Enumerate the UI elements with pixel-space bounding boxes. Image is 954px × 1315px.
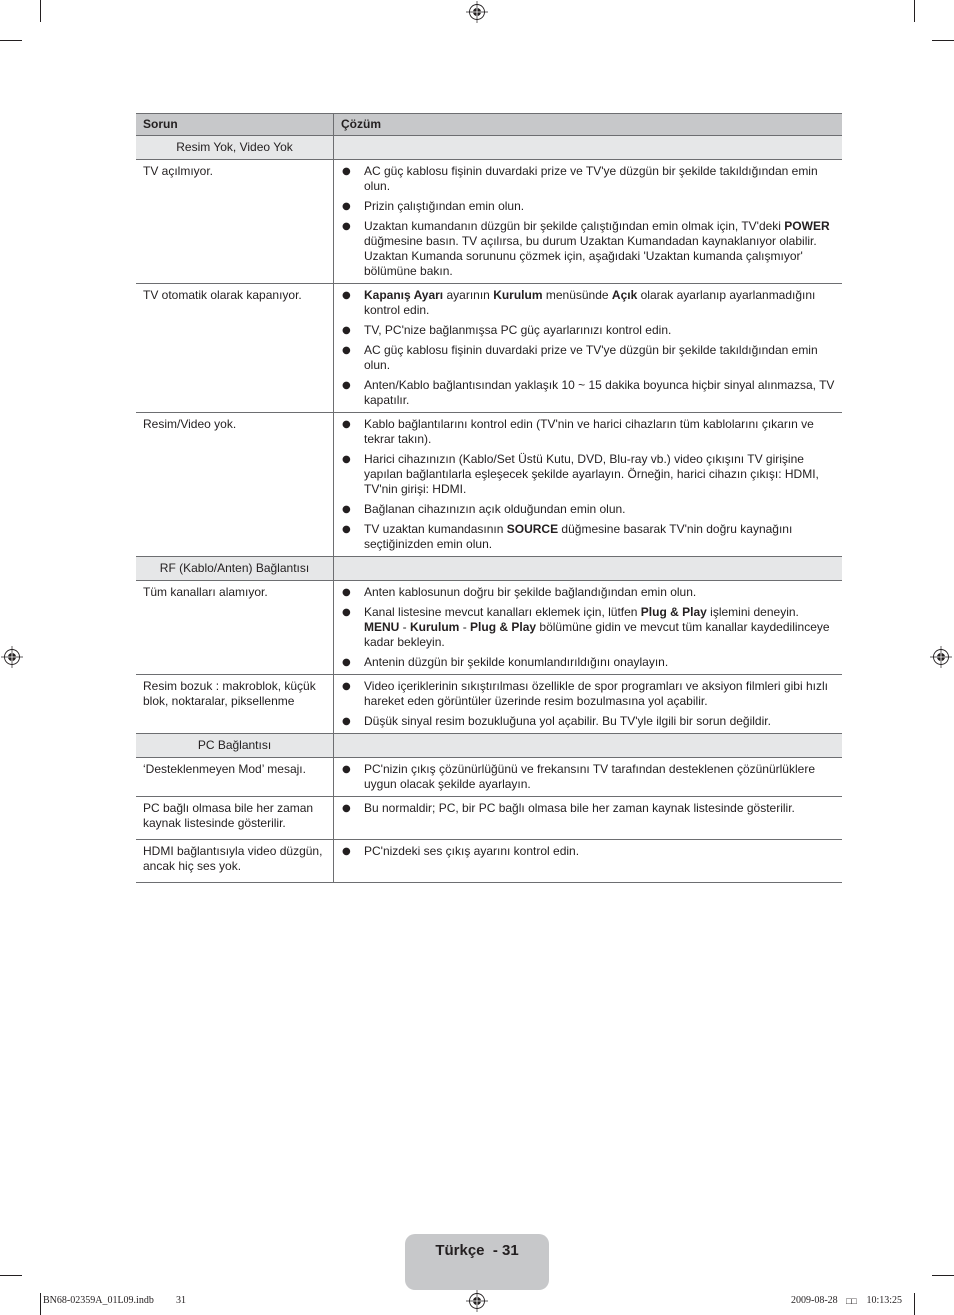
bold-term: Açık [611,288,638,302]
solution-list [334,164,835,279]
text-segment: düğmesine basarak TV'nin doğru kaynağını seçtiğinizden emin olun. [364,522,793,551]
bullet-icon: ● [342,716,351,727]
solution-list [334,585,835,670]
text-segment: işlemini deneyin. [706,605,799,619]
text-segment: AC güç kablosu fişinin duvardaki prize ve TV'ye düzgün bir şekilde takıldığından emin olun. [364,164,818,193]
solution-text [364,288,815,317]
solution-item [334,585,835,600]
bullet-icon: ● [342,166,351,177]
crop-mark [40,0,41,22]
problem-text: Resim bozuk : makroblok, küçük blok, noktaralar, piksellenme [143,679,316,708]
solution-item [334,288,835,318]
problem-cell [136,758,334,796]
solution-item [334,502,835,517]
section-title: PC Bağlantısı [136,734,334,757]
solution-text [364,452,819,496]
problem-text: ‘Desteklenmeyen Mod’ mesajı. [143,762,306,776]
solution-list [334,417,835,552]
solution-item [334,343,835,373]
slug-date: 2009-08-28 [791,1295,838,1306]
problem-text: Tüm kanalları alamıyor. [143,585,268,599]
registration-mark-icon [1,646,23,668]
section-row [136,734,842,758]
solution-text [364,605,830,649]
bullet-icon: ● [342,803,351,814]
section-empty-cell [334,136,842,159]
text-segment: AC güç kablosu fişinin duvardaki prize ve TV'ye düzgün bir şekilde takıldığından emin olun. [364,343,818,372]
problem-cell [136,581,334,674]
slug-page-number: 31 [176,1295,186,1306]
solution-item [334,801,835,816]
registration-mark-icon [930,646,952,668]
solution-list [334,801,835,816]
text-segment: Bağlanan cihazınızın açık olduğundan emin olun. [364,502,626,516]
solution-text [364,801,795,815]
table-row [136,284,842,413]
solution-text [364,378,834,407]
text-segment: Bu normaldir; PC, bir PC bağlı olmasa bile her zaman kaynak listesinde gösterilir. [364,801,795,815]
slug-time: 10:13:25 [866,1295,902,1306]
table-header-row [136,113,842,136]
solution-item [334,714,835,729]
slug-glyphs: □□ [846,1296,857,1306]
problem-cell [136,675,334,733]
bold-term: Plug & Play [470,620,537,634]
solution-cell [334,675,842,733]
text-segment: Düşük sinyal resim bozukluğuna yol açabilir. Bu TV'yle ilgili bir sorun değildir. [364,714,771,728]
solution-text [364,219,830,278]
solution-item [334,323,835,338]
solution-item [334,164,835,194]
crop-mark [932,40,954,41]
table-row [136,797,842,840]
bold-term: Kurulum [493,288,543,302]
problem-text: TV açılmıyor. [143,164,214,178]
crop-mark [914,1293,915,1315]
problem-text: Resim/Video yok. [143,417,237,431]
text-segment: olarak ayarlanıp ayarlanmadığını kontrol edin. [364,288,816,317]
section-title: RF (Kablo/Anten) Bağlantısı [136,557,334,580]
bold-term: MENU [364,620,400,634]
solution-list [334,679,835,729]
bullet-icon: ● [342,454,351,465]
bold-term: Kurulum [410,620,460,634]
solution-text [364,655,668,669]
solution-cell [334,758,842,796]
text-segment: - [459,620,471,634]
crop-mark [932,1275,954,1276]
bold-term: SOURCE [506,522,559,536]
problem-cell [136,284,334,412]
registration-mark-icon [466,1290,488,1312]
bullet-icon: ● [342,524,351,535]
bullet-icon: ● [342,345,351,356]
bullet-icon: ● [342,419,351,430]
text-segment: PC'nizdeki ses çıkış ayarını kontrol edin. [364,844,580,858]
text-segment: Kablo bağlantılarını kontrol edin (TV'nin ve harici cihazların tüm kablolarını çıkarın ve tekrar takın). [364,417,814,446]
solution-text [364,762,815,791]
problem-cell [136,413,334,556]
section-row [136,136,842,160]
text-segment: bölümüne gidin ve mevcut tüm kanallar kaydedilinceye kadar bekleyin. [364,620,830,649]
bullet-icon: ● [342,764,351,775]
crop-mark [914,0,915,22]
text-segment: - [399,620,411,634]
solution-text [364,417,814,446]
solution-item [334,605,835,650]
crop-mark [0,1275,22,1276]
table-row [136,160,842,284]
bullet-icon: ● [342,587,351,598]
text-segment: Anten kablosunun doğru bir şekilde bağlandığından emin olun. [364,585,697,599]
bullet-icon: ● [342,380,351,391]
solution-cell [334,284,842,412]
table-row [136,413,842,557]
text-segment: Anten/Kablo bağlantısından yaklaşık 10 ~ 15 dakika boyunca hiçbir sinyal alınmazsa, TV kapatılır. [364,378,835,407]
solution-text [364,199,524,213]
text-segment: Video içeriklerinin sıkıştırılması özellikle de spor programları ve aksiyon filmleri gibi hızlı hareket eden görüntüler üzerinde resim bozulmasına yol açabilir. [364,679,828,708]
solution-list [334,844,835,859]
solution-cell [334,797,842,839]
registration-mark-icon [466,1,488,23]
text-segment: TV, PC'nize bağlanmışsa PC güç ayarlarınızı kontrol edin. [364,323,672,337]
solution-cell [334,840,842,882]
section-empty-cell [334,734,842,757]
solution-item [334,452,835,497]
bullet-icon: ● [342,657,351,668]
text-segment: Prizin çalıştığından emin olun. [364,199,525,213]
table-row [136,675,842,734]
text-segment: TV uzaktan kumandasının [364,522,507,536]
text-segment: ayarının [443,288,494,302]
problem-cell [136,160,334,283]
text-segment: düğmesine basın. TV açılırsa, bu durum Uzaktan Kumandadan kaynaklanıyor olabilir. Uzaktan Kumanda sorununu çözmek için, aşağıdaki 'Uzaktan kumanda çalışmıyor' bölümüne bakın. [364,234,817,278]
solution-item [334,522,835,552]
section-row [136,557,842,581]
bullet-icon: ● [342,681,351,692]
solution-text [364,343,818,372]
solution-item [334,679,835,709]
table-body [136,136,842,883]
section-empty-cell [334,557,842,580]
solution-item [334,378,835,408]
text-segment: Antenin düzgün bir şekilde konumlandırıldığını onaylayın. [364,655,669,669]
solution-text [364,164,818,193]
crop-mark [0,40,22,41]
solution-text [364,323,671,337]
section-title: Resim Yok, Video Yok [136,136,334,159]
solution-text [364,844,579,858]
problem-cell [136,797,334,839]
table-row [136,758,842,797]
solution-cell [334,581,842,674]
bullet-icon: ● [342,221,351,232]
solution-text [364,714,771,728]
problem-cell [136,840,334,882]
bold-term: Plug & Play [640,605,707,619]
solution-item [334,219,835,279]
page-number-tab [405,1234,549,1290]
bullet-icon: ● [342,607,351,618]
text-segment: menüsünde [542,288,612,302]
solution-item [334,844,835,859]
solution-cell [334,413,842,556]
solution-text [364,502,626,516]
solution-text [364,585,696,599]
header-solution: Çözüm [341,117,381,131]
solution-text [364,522,792,551]
problem-text: HDMI bağlantısıyla video düzgün, ancak hiç ses yok. [143,844,323,873]
crop-mark [40,1293,41,1315]
bullet-icon: ● [342,325,351,336]
page-number-label: Türkçe - 31 [435,1242,519,1259]
bold-term: POWER [784,219,830,233]
text-segment: Uzaktan kumandanın düzgün bir şekilde çalıştığından emin olmak için, TV'deki [364,219,785,233]
solution-text [364,679,828,708]
solution-item [334,655,835,670]
text-segment: PC'nizin çıkış çözünürlüğünü ve frekansını TV tarafından desteklenen çözünürlüklere uygun olacak şekilde ayarlayın. [364,762,815,791]
solution-item [334,417,835,447]
solution-item [334,762,835,792]
bold-term: Kapanış Ayarı [364,288,444,302]
solution-item [334,199,835,214]
bullet-icon: ● [342,846,351,857]
problem-text: TV otomatik olarak kapanıyor. [143,288,302,302]
solution-cell [334,160,842,283]
solution-list [334,288,835,408]
troubleshooting-table [136,113,842,883]
text-segment: Harici cihazınızın (Kablo/Set Üstü Kutu, DVD, Blu-ray vb.) video çıkışını TV girişine yapılan bağlantılarla eşleşecek şekilde ayarlayın. Örneğin, harici cihazın çıkışı: HDMI, TV'nin girişi: HDMI. [364,452,819,496]
bullet-icon: ● [342,290,351,301]
table-row [136,581,842,675]
text-segment: Kanal listesine mevcut kanalları eklemek için, lütfen [364,605,641,619]
bullet-icon: ● [342,201,351,212]
header-problem: Sorun [136,114,334,135]
problem-text: PC bağlı olmasa bile her zaman kaynak listesinde gösterilir. [143,801,314,830]
table-row [136,840,842,883]
solution-list [334,762,835,792]
bullet-icon: ● [342,504,351,515]
slug-file-name: BN68-02359A_01L09.indb [43,1295,154,1306]
